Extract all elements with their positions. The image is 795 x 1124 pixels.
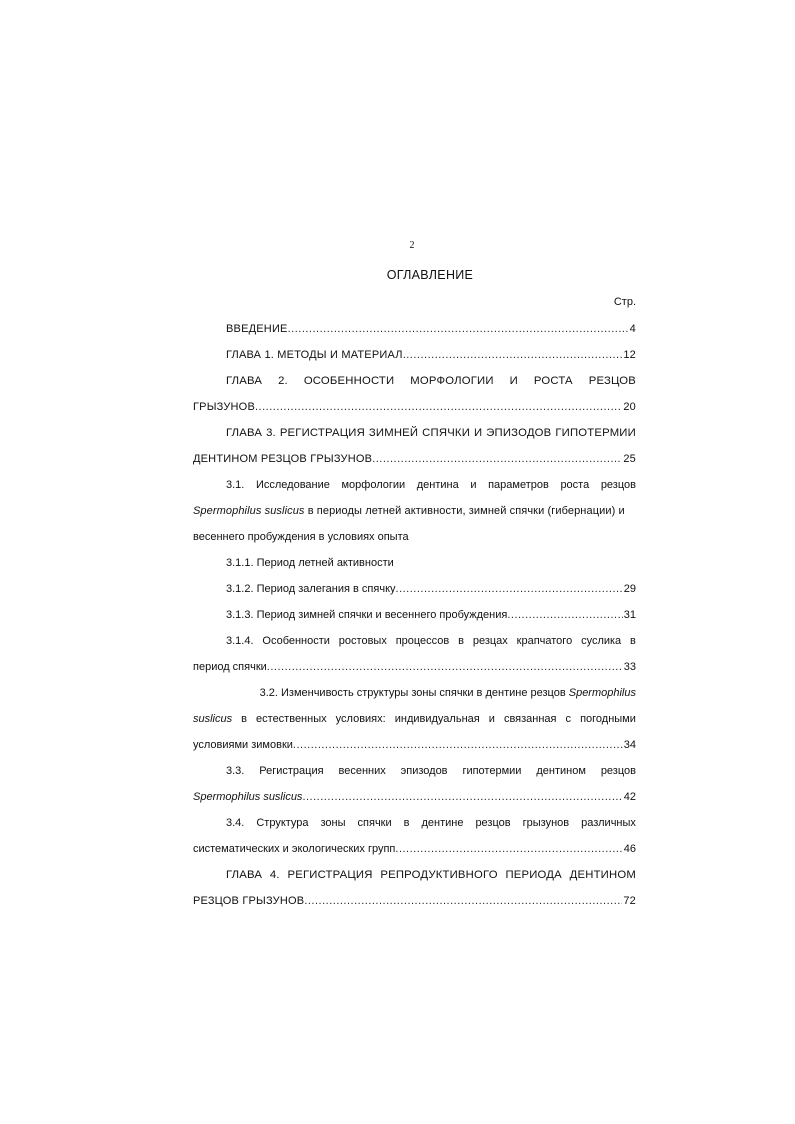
word: процессов <box>395 635 450 647</box>
word: весенних <box>338 765 386 777</box>
word: 3.3. <box>226 765 245 777</box>
toc-text: в периоды летней активности, зимней спячки (гибернации) и <box>304 505 625 517</box>
word: 3.4. <box>226 817 245 829</box>
toc-entry-section-3-1-4-line-2[interactable] <box>193 659 636 675</box>
toc-page: 31 <box>623 609 636 621</box>
word: ростовых <box>338 635 387 647</box>
toc-title: условиями зимовки <box>193 739 293 751</box>
word: в <box>403 817 410 829</box>
word: 3.1.4. <box>226 635 254 647</box>
leader-dots <box>507 607 622 623</box>
toc-entry-chapter-2-line-1[interactable] <box>226 373 636 389</box>
word: резцов <box>600 479 636 491</box>
toc-title: 3.1.2. Период залегания в спячку <box>226 583 396 595</box>
word: крапчатого <box>516 635 573 647</box>
word: спячки <box>357 817 392 829</box>
toc-entry-section-3-1-2[interactable] <box>226 581 636 597</box>
toc-page: 33 <box>623 661 636 673</box>
word: РЕПРОДУКТИВНОГО <box>380 869 498 881</box>
word: ГЛАВА <box>226 869 263 881</box>
word: ЭПИЗОДОВ <box>486 427 552 439</box>
word: гипотермии <box>462 765 522 777</box>
leader-dots <box>304 893 622 909</box>
page-number: 2 <box>409 240 415 251</box>
word: РЕЗЦОВ <box>588 375 636 387</box>
word: в <box>458 635 464 647</box>
toc-entry-chapter-3-line-1[interactable] <box>226 425 636 441</box>
word: морфологии <box>341 479 406 491</box>
leader-dots <box>288 321 629 337</box>
word: резцов <box>600 765 636 777</box>
toc-page: 42 <box>623 791 636 803</box>
toc-title: ДЕНТИНОМ РЕЗЦОВ ГРЫЗУНОВ <box>193 453 373 465</box>
word: погодными <box>580 713 636 725</box>
toc-title: ГРЫЗУНОВ <box>193 401 255 413</box>
toc-entry-chapter-4-line-2[interactable] <box>193 893 636 909</box>
species-name: suslicus <box>193 713 233 725</box>
page-title: ОГЛАВЛЕНИЕ <box>386 268 474 282</box>
toc-page: 46 <box>623 843 636 855</box>
toc-entry-section-3-1-1[interactable]: 3.1.1. Период летней активности <box>226 557 394 569</box>
toc-page: 34 <box>623 739 636 751</box>
word: дентином <box>536 765 586 777</box>
word: Структура <box>256 817 309 829</box>
toc-entry-section-3-2-line-2[interactable] <box>193 711 636 727</box>
toc-entry-section-3-1-4-line-1[interactable] <box>226 633 636 649</box>
word: СПЯЧКИ <box>422 427 471 439</box>
toc-page: 4 <box>629 323 636 335</box>
toc-page: 20 <box>623 401 636 413</box>
word: ОСОБЕННОСТИ <box>303 375 395 387</box>
word: дентине <box>421 817 464 829</box>
word: Особенности <box>262 635 330 647</box>
word: параметров <box>488 479 549 491</box>
leader-dots <box>403 347 623 363</box>
word: различных <box>581 817 636 829</box>
word: ДЕНТИНОМ <box>569 869 636 881</box>
word: РЕГИСТРАЦИЯ <box>279 427 365 439</box>
toc-entry-section-3-3-line-1[interactable] <box>226 763 636 779</box>
toc-title: ГЛАВА 1. МЕТОДЫ И МАТЕРИАЛ <box>226 349 403 361</box>
word: 3. <box>266 427 276 439</box>
word: резцах <box>472 635 508 647</box>
word: 3.1. <box>226 479 245 491</box>
toc-entry-section-3-2-line-3[interactable] <box>193 737 636 753</box>
word: ПЕРИОДА <box>505 869 562 881</box>
word: и <box>488 713 495 725</box>
toc-title: РЕЗЦОВ ГРЫЗУНОВ <box>193 895 305 907</box>
toc-entry-chapter-4-line-1[interactable] <box>226 867 636 883</box>
toc-entry-section-3-1-3[interactable] <box>226 607 636 623</box>
page-column-label: Стр. <box>613 296 636 308</box>
word: И <box>509 375 518 387</box>
word: МОРФОЛОГИИ <box>410 375 494 387</box>
word: зоны <box>320 817 346 829</box>
toc-page: 25 <box>623 453 636 465</box>
word: суслика <box>581 635 622 647</box>
toc-text: 3.2. Изменчивость структуры зоны спячки в дентине резцов <box>259 687 569 699</box>
word: с <box>565 713 572 725</box>
word: ЗИМНЕЙ <box>368 427 419 439</box>
word: грызунов <box>522 817 570 829</box>
toc-title: период спячки <box>193 661 267 673</box>
toc-entry-section-3-1-line-2[interactable] <box>193 503 636 519</box>
species-name: Spermophilus <box>568 687 636 699</box>
word: связанная <box>503 713 557 725</box>
toc-title: ВВЕДЕНИЕ <box>226 323 288 335</box>
word: Регистрация <box>259 765 324 777</box>
leader-dots <box>372 451 622 467</box>
toc-title: систематических и экологических групп <box>193 843 396 855</box>
word: Исследование <box>255 479 330 491</box>
word: и <box>470 479 477 491</box>
leader-dots <box>396 581 623 597</box>
leader-dots <box>255 399 622 415</box>
toc-entry-section-3-4-line-1[interactable] <box>226 815 636 831</box>
word: индивидуальная <box>394 713 480 725</box>
word: ГИПОТЕРМИИ <box>555 427 636 439</box>
word: в <box>241 713 247 725</box>
toc-entry-intro[interactable] <box>226 321 636 337</box>
leader-dots <box>267 659 623 675</box>
leader-dots <box>302 789 622 805</box>
leader-dots <box>395 841 622 857</box>
toc-title: 3.1.3. Период зимней спячки и весеннего пробуждения <box>226 609 508 621</box>
toc-entry-section-3-4-line-2[interactable] <box>193 841 636 857</box>
word: эпизодов <box>400 765 448 777</box>
species-name: Spermophilus suslicus <box>193 505 305 517</box>
leader-dots <box>293 737 623 753</box>
word: условиях: <box>335 713 386 725</box>
word: 2. <box>278 375 288 387</box>
word: 4. <box>269 869 280 881</box>
word: естественных <box>256 713 327 725</box>
word: ГЛАВА <box>226 427 263 439</box>
toc-page: 72 <box>623 895 636 907</box>
word: в <box>630 635 636 647</box>
toc-page: 29 <box>623 583 636 595</box>
word: резцов <box>475 817 511 829</box>
toc-entry-section-3-2-line-1[interactable] <box>226 685 636 701</box>
toc-entry-chapter-2-line-2[interactable] <box>193 399 636 415</box>
toc-entry-section-3-1-line-3[interactable]: весеннего пробуждения в условиях опыта <box>193 531 409 543</box>
toc-page: 12 <box>623 349 636 361</box>
word: И <box>473 427 483 439</box>
word: РЕГИСТРАЦИЯ <box>287 869 373 881</box>
word: дентина <box>416 479 459 491</box>
species-name: Spermophilus suslicus <box>193 791 303 803</box>
toc-entry-chapter-3-line-2[interactable] <box>193 451 636 467</box>
toc-entry-section-3-3-line-2[interactable] <box>193 789 636 805</box>
word: роста <box>560 479 590 491</box>
word: РОСТА <box>533 375 573 387</box>
toc-entry-chapter-1[interactable] <box>226 347 636 363</box>
toc-entry-section-3-1-line-1[interactable] <box>226 477 636 493</box>
word: ГЛАВА <box>226 375 263 387</box>
